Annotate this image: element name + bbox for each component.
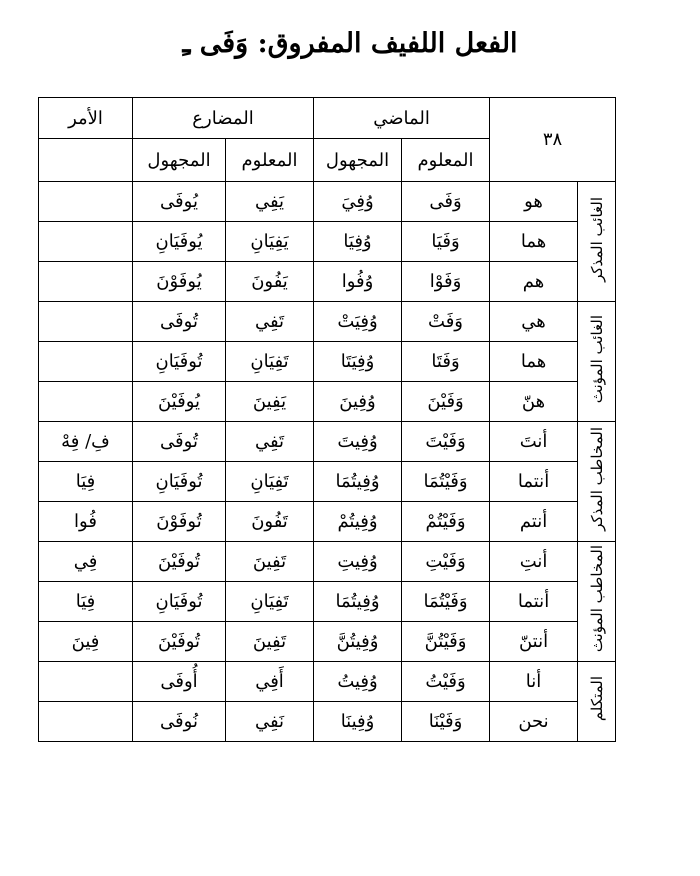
cell-madi-maalum: وَفَيْتُنَّ [402, 622, 490, 662]
cell-pronoun: أنا [490, 662, 578, 702]
cell-madi-majhul: وُفِيتُ [314, 662, 402, 702]
cell-mudari-maalum: يَفُونَ [226, 262, 314, 302]
cell-pronoun: هنّ [490, 382, 578, 422]
cell-mudari-maalum: تَفِينَ [226, 622, 314, 662]
group-label: الغائب المذكر [587, 196, 606, 282]
cell-mudari-majhul: تُوفَيَانِ [133, 462, 226, 502]
cell-madi-majhul: وُفِيَا [314, 222, 402, 262]
cell-amr [39, 222, 133, 262]
table-row [39, 582, 616, 622]
table-row [39, 702, 616, 742]
conjugation-body [39, 182, 616, 742]
cell-madi-maalum: وَفَيْنَا [402, 702, 490, 742]
table-row [39, 222, 616, 262]
group-label-cell [578, 542, 616, 662]
cell-mudari-maalum: تَفِيَانِ [226, 462, 314, 502]
cell-pronoun: نحن [490, 702, 578, 742]
cell-madi-maalum: وَفَيَا [402, 222, 490, 262]
cell-madi-majhul: وُفِيتُنَّ [314, 622, 402, 662]
cell-amr [39, 662, 133, 702]
cell-mudari-majhul: تُوفَيَانِ [133, 582, 226, 622]
cell-mudari-majhul: يُوفَيَانِ [133, 222, 226, 262]
cell-mudari-majhul: تُوفَيَانِ [133, 342, 226, 382]
group-label-cell [578, 662, 616, 742]
table-row [39, 542, 616, 582]
cell-mudari-majhul: يُوفَى [133, 182, 226, 222]
cell-mudari-majhul: تُوفَيْنَ [133, 622, 226, 662]
cell-amr [39, 382, 133, 422]
cell-pronoun: أنتِ [490, 542, 578, 582]
group-label-cell [578, 182, 616, 302]
cell-madi-majhul: وُفُوا [314, 262, 402, 302]
page-title: الفعل اللفيف المفروق: وَفَى ـِ [182, 28, 518, 59]
cell-mudari-majhul: تُوفَى [133, 302, 226, 342]
cell-pronoun: هما [490, 222, 578, 262]
header-madi-maalum: المعلوم [402, 139, 490, 182]
cell-madi-maalum: وَفَيْتِ [402, 542, 490, 582]
cell-amr [39, 342, 133, 382]
cell-madi-maalum: وَفَيْتَ [402, 422, 490, 462]
header-row-top [39, 98, 616, 139]
cell-mudari-maalum: أَفِي [226, 662, 314, 702]
cell-amr: فِي [39, 542, 133, 582]
header-amr-empty [39, 139, 133, 182]
cell-madi-maalum: وَفَوْا [402, 262, 490, 302]
cell-mudari-maalum: تَفِيَانِ [226, 342, 314, 382]
cell-amr [39, 182, 133, 222]
cell-mudari-maalum: تَفِيَانِ [226, 582, 314, 622]
cell-mudari-maalum: يَفِي [226, 182, 314, 222]
cell-madi-majhul: وُفِيتُمْ [314, 502, 402, 542]
lesson-number: ٣٨ [490, 98, 616, 182]
cell-pronoun: هو [490, 182, 578, 222]
cell-mudari-majhul: يُوفَيْنَ [133, 382, 226, 422]
table-row [39, 382, 616, 422]
header-mudari: المضارع [133, 98, 314, 139]
cell-amr: فِينَ [39, 622, 133, 662]
header-mudari-majhul: المجهول [133, 139, 226, 182]
cell-madi-majhul: وُفِيَتَا [314, 342, 402, 382]
cell-amr: فِيَا [39, 462, 133, 502]
cell-madi-majhul: وُفِيتَ [314, 422, 402, 462]
cell-pronoun: أنتما [490, 582, 578, 622]
cell-madi-majhul: وُفِيَتْ [314, 302, 402, 342]
cell-mudari-maalum: يَفِينَ [226, 382, 314, 422]
cell-mudari-majhul: أُوفَى [133, 662, 226, 702]
cell-madi-maalum: وَفَيْتُ [402, 662, 490, 702]
header-madi-majhul: المجهول [314, 139, 402, 182]
cell-mudari-maalum: تَفُونَ [226, 502, 314, 542]
table-row [39, 302, 616, 342]
cell-amr: فُوا [39, 502, 133, 542]
header-madi: الماضي [314, 98, 490, 139]
group-label: المتكلم [587, 676, 606, 722]
cell-pronoun: هم [490, 262, 578, 302]
cell-amr: فِيَا [39, 582, 133, 622]
cell-amr [39, 702, 133, 742]
cell-pronoun: هي [490, 302, 578, 342]
cell-mudari-maalum: تَفِي [226, 302, 314, 342]
cell-madi-majhul: وُفِينَا [314, 702, 402, 742]
group-label-cell [578, 422, 616, 542]
cell-pronoun: أنتنّ [490, 622, 578, 662]
cell-mudari-majhul: يُوفَوْنَ [133, 262, 226, 302]
cell-madi-maalum: وَفَيْتُمْ [402, 502, 490, 542]
cell-madi-maalum: وَفَتْ [402, 302, 490, 342]
cell-madi-majhul: وُفِيَ [314, 182, 402, 222]
cell-madi-maalum: وَفَيْنَ [402, 382, 490, 422]
cell-pronoun: أنتم [490, 502, 578, 542]
cell-madi-majhul: وُفِينَ [314, 382, 402, 422]
table-row [39, 662, 616, 702]
cell-madi-majhul: وُفِيتِ [314, 542, 402, 582]
table-row [39, 262, 616, 302]
cell-amr [39, 262, 133, 302]
cell-madi-maalum: وَفَتَا [402, 342, 490, 382]
table-row [39, 182, 616, 222]
group-label: الغائب المؤنث [587, 314, 606, 404]
cell-madi-maalum: وَفَى [402, 182, 490, 222]
cell-mudari-majhul: تُوفَوْنَ [133, 502, 226, 542]
cell-pronoun: أنتما [490, 462, 578, 502]
cell-mudari-majhul: نُوفَى [133, 702, 226, 742]
table-row [39, 462, 616, 502]
cell-madi-majhul: وُفِيتُمَا [314, 462, 402, 502]
cell-mudari-maalum: تَفِي [226, 422, 314, 462]
cell-mudari-maalum: يَفِيَانِ [226, 222, 314, 262]
table-row [39, 622, 616, 662]
header-mudari-maalum: المعلوم [226, 139, 314, 182]
conjugation-table [38, 97, 616, 742]
cell-madi-maalum: وَفَيْتُمَا [402, 462, 490, 502]
group-label-cell [578, 302, 616, 422]
cell-amr [39, 302, 133, 342]
group-label: المخاطب المذكر [587, 427, 606, 531]
cell-madi-majhul: وُفِيتُمَا [314, 582, 402, 622]
cell-mudari-majhul: تُوفَيْنَ [133, 542, 226, 582]
cell-pronoun: هما [490, 342, 578, 382]
header-amr: الأمر [39, 98, 133, 139]
cell-mudari-majhul: تُوفَى [133, 422, 226, 462]
group-label: المخاطب المؤنث [587, 545, 606, 653]
table-row [39, 342, 616, 382]
cell-pronoun: أنتَ [490, 422, 578, 462]
cell-mudari-maalum: تَفِينَ [226, 542, 314, 582]
table-row [39, 422, 616, 462]
cell-amr: فِ/ فِهْ [39, 422, 133, 462]
table-row [39, 502, 616, 542]
cell-madi-maalum: وَفَيْتُمَا [402, 582, 490, 622]
cell-mudari-maalum: نَفِي [226, 702, 314, 742]
